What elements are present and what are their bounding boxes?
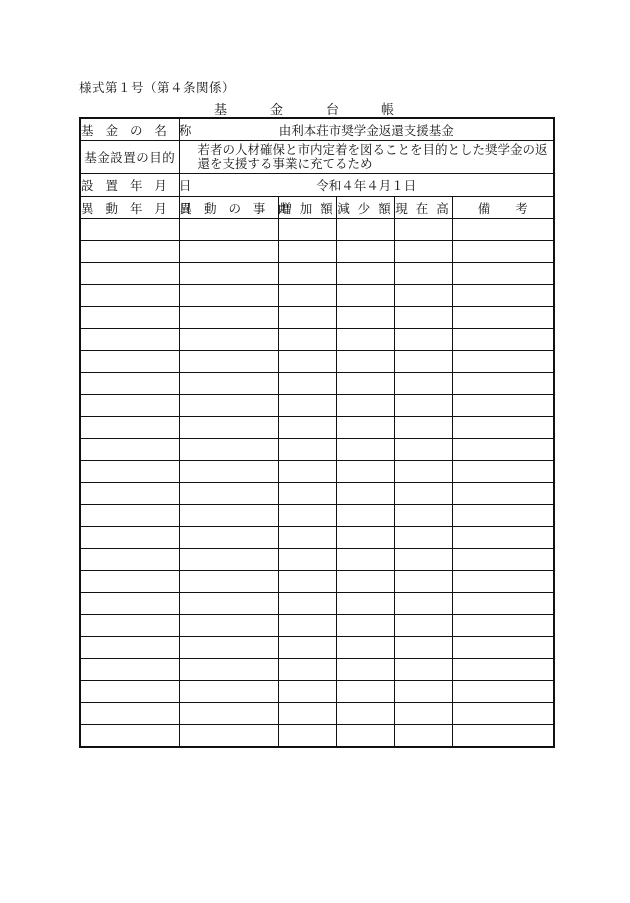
entry-change-reason-cell	[179, 703, 278, 725]
ledger-entry-row	[80, 659, 554, 681]
entry-change-date-cell	[80, 395, 179, 417]
entry-change-date-cell	[80, 417, 179, 439]
ledger-title-char: 基	[214, 103, 228, 118]
entry-balance-cell	[394, 571, 452, 593]
entry-increase-cell	[278, 373, 336, 395]
entry-change-reason-cell	[179, 395, 278, 417]
entry-increase-cell	[278, 329, 336, 351]
entry-remarks-cell	[452, 351, 554, 373]
entry-change-reason-cell	[179, 285, 278, 307]
entry-remarks-cell	[452, 241, 554, 263]
entry-balance-cell	[394, 505, 452, 527]
entry-change-date-cell	[80, 351, 179, 373]
entry-increase-cell	[278, 285, 336, 307]
entry-change-date-cell	[80, 637, 179, 659]
entry-change-date-cell	[80, 307, 179, 329]
entry-remarks-cell	[452, 219, 554, 241]
ledger-entry-row	[80, 681, 554, 703]
entry-increase-cell	[278, 549, 336, 571]
entry-change-date-cell	[80, 373, 179, 395]
entry-increase-cell	[278, 659, 336, 681]
entry-balance-cell	[394, 549, 452, 571]
entry-balance-cell	[394, 593, 452, 615]
entry-decrease-cell	[336, 681, 394, 703]
entry-change-date-cell	[80, 703, 179, 725]
entry-remarks-cell	[452, 505, 554, 527]
ledger-entry-row	[80, 241, 554, 263]
col-header-increase: 増 加 額	[278, 197, 336, 219]
entry-change-date-cell	[80, 505, 179, 527]
ledger-entry-row	[80, 417, 554, 439]
ledger-entry-row	[80, 483, 554, 505]
entry-remarks-cell	[452, 307, 554, 329]
ledger-entry-row	[80, 527, 554, 549]
entry-decrease-cell	[336, 285, 394, 307]
entry-change-reason-cell	[179, 417, 278, 439]
entry-change-reason-cell	[179, 549, 278, 571]
ledger-entry-row	[80, 395, 554, 417]
entry-change-date-cell	[80, 285, 179, 307]
entry-change-reason-cell	[179, 527, 278, 549]
entry-decrease-cell	[336, 703, 394, 725]
entry-balance-cell	[394, 395, 452, 417]
entry-change-reason-cell	[179, 681, 278, 703]
entry-decrease-cell	[336, 307, 394, 329]
entry-decrease-cell	[336, 351, 394, 373]
entry-remarks-cell	[452, 593, 554, 615]
entry-decrease-cell	[336, 329, 394, 351]
entry-balance-cell	[394, 725, 452, 748]
ledger-entry-row	[80, 637, 554, 659]
entry-remarks-cell	[452, 549, 554, 571]
fund-purpose-value: 若者の人材確保と市内定着を図ることを目的とした奨学金の返還を支援する事業に充てるため	[179, 141, 554, 174]
entry-decrease-cell	[336, 549, 394, 571]
entry-remarks-cell	[452, 571, 554, 593]
entry-change-reason-cell	[179, 593, 278, 615]
entry-balance-cell	[394, 637, 452, 659]
entry-change-reason-cell	[179, 571, 278, 593]
ledger-entry-row	[80, 285, 554, 307]
entry-increase-cell	[278, 527, 336, 549]
entry-decrease-cell	[336, 637, 394, 659]
ledger-entry-row	[80, 307, 554, 329]
entry-increase-cell	[278, 571, 336, 593]
entry-balance-cell	[394, 527, 452, 549]
entry-remarks-cell	[452, 527, 554, 549]
col-header-change-date: 異 動 年 月 日	[80, 197, 179, 219]
fund-name-value: 由利本荘市奨学金返還支援基金	[179, 118, 554, 141]
entry-decrease-cell	[336, 219, 394, 241]
entry-change-date-cell	[80, 461, 179, 483]
entry-change-reason-cell	[179, 725, 278, 748]
entry-change-reason-cell	[179, 615, 278, 637]
entry-balance-cell	[394, 307, 452, 329]
entry-change-reason-cell	[179, 461, 278, 483]
entry-increase-cell	[278, 725, 336, 748]
ledger-entry-row	[80, 571, 554, 593]
entry-remarks-cell	[452, 461, 554, 483]
entry-decrease-cell	[336, 659, 394, 681]
fund-name-label: 基 金 の 名 称	[80, 118, 179, 141]
entry-balance-cell	[394, 373, 452, 395]
col-header-balance: 現 在 高	[394, 197, 452, 219]
entry-decrease-cell	[336, 439, 394, 461]
entry-remarks-cell	[452, 439, 554, 461]
entry-increase-cell	[278, 681, 336, 703]
ledger-title-char: 台	[326, 103, 340, 118]
entry-remarks-cell	[452, 703, 554, 725]
entry-change-reason-cell	[179, 373, 278, 395]
entry-increase-cell	[278, 703, 336, 725]
entry-decrease-cell	[336, 505, 394, 527]
entry-change-reason-cell	[179, 439, 278, 461]
entry-balance-cell	[394, 461, 452, 483]
entry-change-date-cell	[80, 571, 179, 593]
entry-decrease-cell	[336, 615, 394, 637]
entry-remarks-cell	[452, 637, 554, 659]
entry-balance-cell	[394, 681, 452, 703]
entry-remarks-cell	[452, 725, 554, 748]
entry-increase-cell	[278, 417, 336, 439]
entry-change-reason-cell	[179, 307, 278, 329]
entry-change-date-cell	[80, 549, 179, 571]
ledger-entry-row	[80, 263, 554, 285]
entry-decrease-cell	[336, 395, 394, 417]
ledger-entry-row	[80, 219, 554, 241]
entry-remarks-cell	[452, 329, 554, 351]
ledger-entry-row	[80, 615, 554, 637]
entry-decrease-cell	[336, 593, 394, 615]
ledger-entry-row	[80, 593, 554, 615]
entry-increase-cell	[278, 637, 336, 659]
entry-change-reason-cell	[179, 505, 278, 527]
entry-remarks-cell	[452, 263, 554, 285]
entry-balance-cell	[394, 417, 452, 439]
entry-change-date-cell	[80, 659, 179, 681]
fund-purpose-row	[80, 141, 554, 174]
entry-balance-cell	[394, 263, 452, 285]
entry-change-date-cell	[80, 263, 179, 285]
entry-remarks-cell	[452, 417, 554, 439]
entry-decrease-cell	[336, 373, 394, 395]
ledger-entry-row	[80, 329, 554, 351]
entry-change-reason-cell	[179, 241, 278, 263]
ledger-entry-row	[80, 461, 554, 483]
entry-remarks-cell	[452, 395, 554, 417]
entry-increase-cell	[278, 241, 336, 263]
entry-change-date-cell	[80, 527, 179, 549]
entry-increase-cell	[278, 395, 336, 417]
entry-change-reason-cell	[179, 659, 278, 681]
ledger-entry-row	[80, 351, 554, 373]
entry-increase-cell	[278, 505, 336, 527]
entry-decrease-cell	[336, 725, 394, 748]
form-number: 様式第１号（第４条関係）	[79, 80, 236, 95]
entry-change-date-cell	[80, 241, 179, 263]
entry-change-date-cell	[80, 681, 179, 703]
entry-change-reason-cell	[179, 263, 278, 285]
established-date-label: 設 置 年 月 日	[80, 174, 179, 197]
entry-change-reason-cell	[179, 329, 278, 351]
entry-remarks-cell	[452, 483, 554, 505]
entry-change-date-cell	[80, 439, 179, 461]
entry-balance-cell	[394, 285, 452, 307]
fund-ledger-table	[79, 117, 555, 748]
entry-decrease-cell	[336, 527, 394, 549]
entry-decrease-cell	[336, 263, 394, 285]
entry-balance-cell	[394, 241, 452, 263]
entry-increase-cell	[278, 615, 336, 637]
fund-purpose-label: 基金設置の目的	[80, 141, 179, 174]
entry-decrease-cell	[336, 571, 394, 593]
entry-change-date-cell	[80, 725, 179, 748]
entry-balance-cell	[394, 483, 452, 505]
entry-decrease-cell	[336, 461, 394, 483]
entry-increase-cell	[278, 219, 336, 241]
entry-decrease-cell	[336, 483, 394, 505]
ledger-title-char: 金	[270, 103, 284, 118]
entry-balance-cell	[394, 703, 452, 725]
column-header-row	[80, 197, 554, 219]
entry-increase-cell	[278, 351, 336, 373]
established-date-value: 令和４年４月１日	[179, 174, 554, 197]
fund-name-row	[80, 118, 554, 141]
entry-change-date-cell	[80, 329, 179, 351]
ledger-title-char: 帳	[381, 103, 395, 118]
entry-remarks-cell	[452, 681, 554, 703]
entry-change-reason-cell	[179, 219, 278, 241]
entry-remarks-cell	[452, 373, 554, 395]
ledger-entry-row	[80, 373, 554, 395]
entry-increase-cell	[278, 307, 336, 329]
entry-balance-cell	[394, 351, 452, 373]
entry-balance-cell	[394, 219, 452, 241]
entry-increase-cell	[278, 461, 336, 483]
col-header-decrease: 減 少 額	[336, 197, 394, 219]
entry-change-date-cell	[80, 219, 179, 241]
entry-balance-cell	[394, 439, 452, 461]
entry-increase-cell	[278, 593, 336, 615]
entry-remarks-cell	[452, 285, 554, 307]
ledger-entry-row	[80, 549, 554, 571]
entry-remarks-cell	[452, 615, 554, 637]
ledger-entry-row	[80, 725, 554, 748]
entry-balance-cell	[394, 615, 452, 637]
ledger-entry-row	[80, 505, 554, 527]
entry-increase-cell	[278, 263, 336, 285]
established-date-row	[80, 174, 554, 197]
entry-change-reason-cell	[179, 483, 278, 505]
entry-remarks-cell	[452, 659, 554, 681]
entry-balance-cell	[394, 329, 452, 351]
entry-decrease-cell	[336, 241, 394, 263]
entry-change-reason-cell	[179, 637, 278, 659]
col-header-change-reason: 異 動 の 事 由	[179, 197, 278, 219]
entry-change-date-cell	[80, 615, 179, 637]
entry-change-reason-cell	[179, 351, 278, 373]
entry-increase-cell	[278, 483, 336, 505]
entry-balance-cell	[394, 659, 452, 681]
entry-change-date-cell	[80, 483, 179, 505]
entry-increase-cell	[278, 439, 336, 461]
entry-decrease-cell	[336, 417, 394, 439]
entry-change-date-cell	[80, 593, 179, 615]
ledger-entry-row	[80, 703, 554, 725]
col-header-remarks: 備 考	[452, 197, 554, 219]
ledger-entry-row	[80, 439, 554, 461]
